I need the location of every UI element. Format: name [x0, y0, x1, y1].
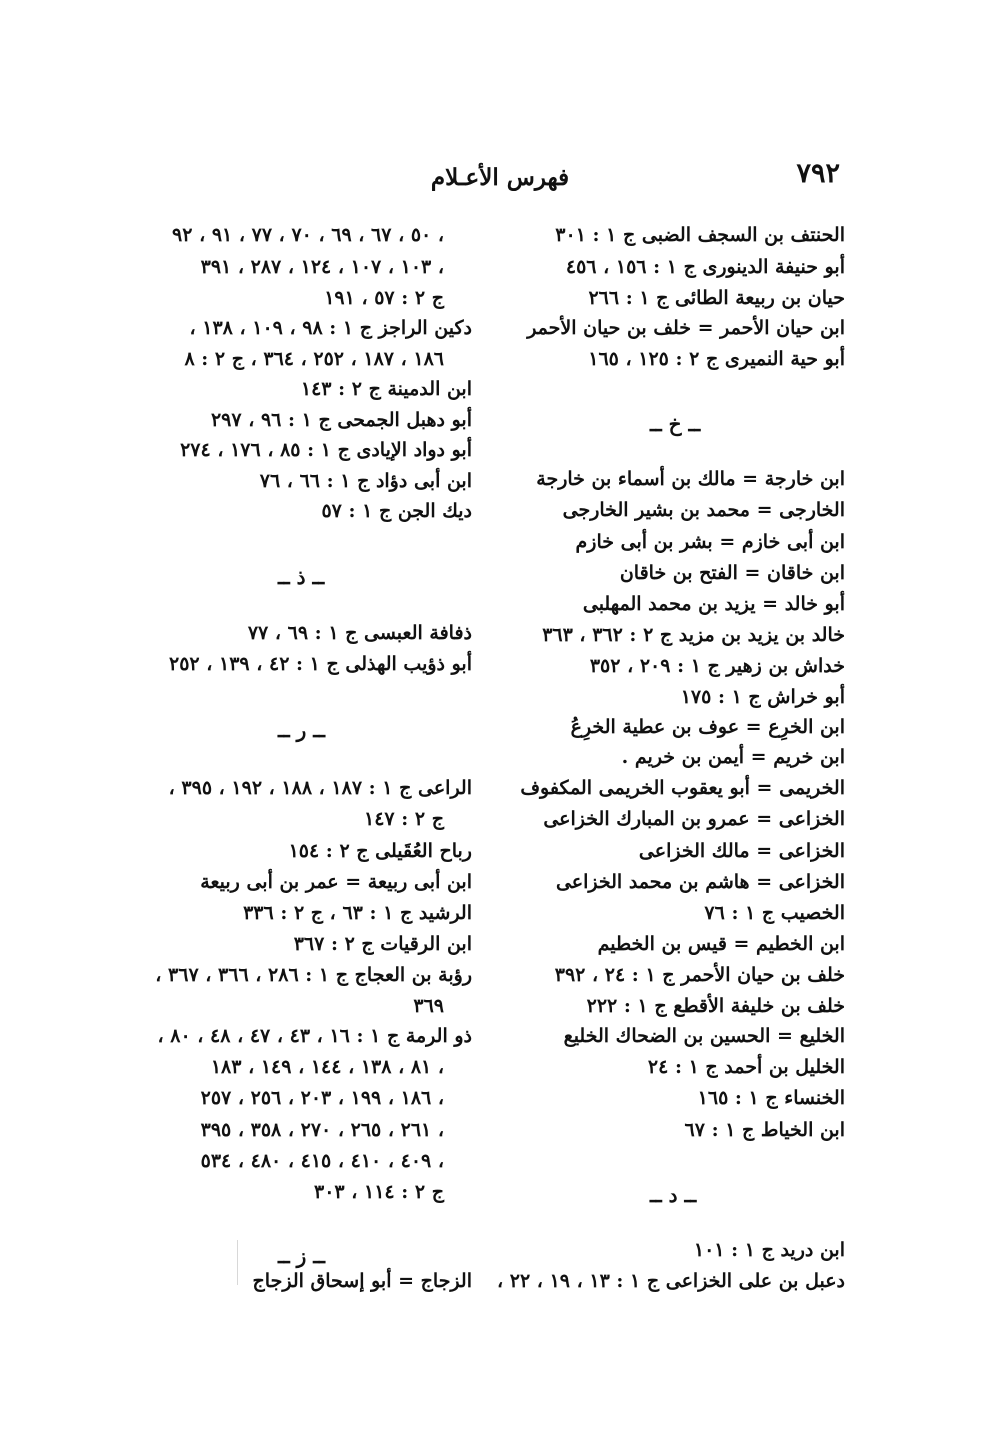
section-letter-heading: ــ خ ــ — [650, 412, 701, 436]
section-letter-heading: ــ د ــ — [650, 1183, 697, 1207]
section-letter-heading: ــ ز ــ — [278, 1244, 326, 1268]
index-entry: رباح العُقَيلى ج ٢ : ١٥٤ — [288, 840, 472, 862]
index-entry: ابن الرقيات ج ٢ : ٣٦٧ — [293, 933, 472, 955]
index-entry: الخصيب ج ١ : ٧٦ — [704, 902, 845, 924]
index-entry: الخزاعى = مالك الخزاعى — [638, 840, 845, 862]
index-entry: الرشيد ج ١ : ٦٣ ، ج ٢ : ٣٣٦ — [243, 902, 472, 924]
index-entry: ابن حيان الأحمر = خلف بن حيان الأحمر — [527, 317, 845, 339]
index-entry: ج ٢ : ١١٤ ، ٣٠٣ — [314, 1181, 444, 1203]
index-entry: الراعى ج ١ : ١٨٧ ، ١٨٨ ، ١٩٢ ، ٣٩٥ ، — [168, 777, 472, 799]
column-gutter-mark — [237, 1240, 238, 1285]
index-entry: الخزاعى = عمرو بن المبارك الخزاعى — [543, 808, 845, 830]
index-entry: أبو دهبل الجمحى ج ١ : ٩٦ ، ٢٩٧ — [210, 409, 472, 431]
running-title: فهرس الأعـلام — [430, 164, 570, 191]
index-entry: الخليع = الحسين بن الضحاك الخليع — [563, 1025, 845, 1047]
index-entry: الخليل بن أحمد ج ١ : ٢٤ — [647, 1056, 845, 1078]
index-entry: أبو حية النميرى ج ٢ : ١٢٥ ، ١٦٥ — [588, 348, 845, 370]
index-entry: أبو خالد = يزيد بن محمد المهلبى — [582, 593, 845, 615]
index-entry: ابن أبى دؤاد ج ١ : ٦٦ ، ٧٦ — [259, 470, 472, 492]
index-entry: أبو خراش ج ١ : ١٧٥ — [680, 686, 845, 708]
index-entry: دعبل بن على الخزاعى ج ١ : ١٣ ، ١٩ ، ٢٢ ، — [497, 1270, 845, 1292]
index-entry: ١٨٦ ، ١٨٧ ، ٢٥٢ ، ٣٦٤ ، ج ٢ : ٨ — [184, 348, 444, 370]
index-entry: ذفافة العبسى ج ١ : ٦٩ ، ٧٧ — [247, 622, 472, 644]
index-entry: ١٨٦ ، ١٩٩ ، ٢٠٣ ، ٢٥٦ ، ٢٥٧ ، — [200, 1087, 444, 1109]
index-entry: خداش بن زهير ج ١ : ٢٠٩ ، ٣٥٢ — [589, 655, 845, 677]
index-entry: ابن أبى خازم = بشر بن أبى خازم — [575, 531, 845, 553]
index-entry: حيان بن ربيعة الطائى ج ١ : ٢٦٦ — [588, 287, 845, 309]
index-entry: أبو حنيفة الدينورى ج ١ : ١٥٦ ، ٤٥٦ — [565, 256, 845, 278]
index-entry: ديك الجن ج ١ : ٥٧ — [321, 500, 472, 522]
index-entry: ج ٢ : ٥٧ ، ١٩١ — [324, 287, 444, 309]
index-entry: ابن الخطيم = قيس بن الخطيم — [597, 933, 845, 955]
index-entry: خلف بن حيان الأحمر ج ١ : ٢٤ ، ٣٩٢ — [554, 964, 845, 986]
index-entry: ٤٠٩ ، ٤١٠ ، ٤١٥ ، ٤٨٠ ، ٥٣٤ ، — [200, 1150, 444, 1172]
index-entry: أبو ذؤيب الهذلى ج ١ : ٤٢ ، ١٣٩ ، ٢٥٢ — [168, 653, 472, 675]
section-letter-heading: ــ ذ ــ — [278, 565, 325, 589]
index-entry: الزجاج = أبو إسحاق الزجاج — [252, 1270, 472, 1292]
index-entry: ٥٠ ، ٦٧ ، ٦٩ ، ٧٠ ، ٧٧ ، ٩١ ، ٩٢ ، — [172, 224, 444, 246]
index-entry: دكين الراجز ج ١ : ٩٨ ، ١٠٩ ، ١٣٨ ، — [189, 317, 472, 339]
index-entry: ٢٦١ ، ٢٦٥ ، ٢٧٠ ، ٣٥٨ ، ٣٩٥ ، — [200, 1119, 444, 1141]
index-entry: الحنتف بن السجف الضبى ج ١ : ٣٠١ — [555, 224, 845, 246]
index-entry: ٨١ ، ١٣٨ ، ١٤٤ ، ١٤٩ ، ١٨٣ ، — [210, 1056, 444, 1078]
index-entry: ١٠٣ ، ١٠٧ ، ١٢٤ ، ٢٨٧ ، ٣٩١ ، — [200, 256, 444, 278]
index-entry: ابن أبى ربيعة = عمر بن أبى ربيعة — [200, 871, 472, 893]
index-entry: ابن خريم = أيمن بن خريم . — [621, 746, 845, 768]
index-entry: ٣٦٩ — [413, 995, 444, 1017]
index-entry: ابن دريد ج ١ : ١٠١ — [693, 1239, 845, 1261]
index-entry: ذو الرمة ج ١ : ١٦ ، ٤٣ ، ٤٧ ، ٤٨ ، ٨٠ ، — [157, 1025, 472, 1047]
index-entry: أبو دواد الإيادى ج ١ : ٨٥ ، ١٧٦ ، ٢٧٤ — [180, 439, 472, 461]
index-entry: رؤبة بن العجاج ج ١ : ٢٨٦ ، ٣٦٦ ، ٣٦٧ ، — [155, 964, 472, 986]
index-entry: الخنساء ج ١ : ١٦٥ — [697, 1087, 845, 1109]
index-entry: ابن خارجة = مالك بن أسماء بن خارجة — [536, 468, 845, 490]
section-letter-heading: ــ ر ــ — [278, 718, 326, 742]
index-entry: ج ٢ : ١٤٧ — [364, 808, 444, 830]
index-entry: الخارجى = محمد بن بشير الخارجى — [562, 499, 845, 521]
index-entry: الخريمى = أبو يعقوب الخريمى المكفوف — [520, 777, 845, 799]
index-entry: ابن الخرِع = عوف بن عطية الخرِعُ — [570, 716, 845, 738]
index-entry: الخزاعى = هاشم بن محمد الخزاعى — [555, 871, 845, 893]
page-number: ٧٩٢ — [796, 158, 840, 189]
index-entry: ابن الخياط ج ١ : ٦٧ — [684, 1119, 845, 1141]
index-entry: خالد بن يزيد بن مزيد ج ٢ : ٣٦٢ ، ٣٦٣ — [542, 624, 845, 646]
index-entry: ابن الدمينة ج ٢ : ١٤٣ — [300, 378, 472, 400]
index-entry: ابن خاقان = الفتح بن خاقان — [619, 562, 845, 584]
index-entry: خلف بن خليفة الأقطع ج ١ : ٢٢٢ — [586, 995, 845, 1017]
